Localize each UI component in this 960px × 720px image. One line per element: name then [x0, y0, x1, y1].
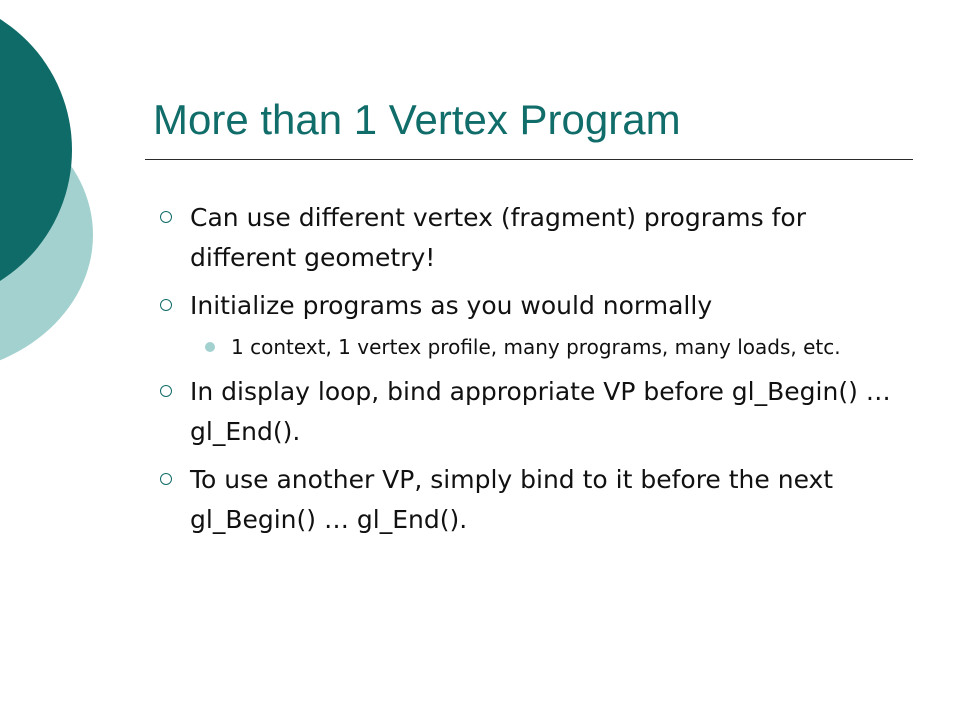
- title-divider: [145, 159, 913, 160]
- hollow-circle-bullet-icon: [160, 473, 172, 485]
- hollow-circle-bullet-icon: [160, 385, 172, 397]
- hollow-circle-bullet-icon: [160, 211, 172, 223]
- sub-bullet-text: 1 context, 1 vertex profile, many programs, many loads, etc.: [231, 335, 841, 359]
- bullet-item: [160, 286, 900, 326]
- bullet-item: [160, 198, 900, 278]
- bullet-text: Can use different vertex (fragment) programs for different geometry!: [190, 203, 806, 272]
- slide-title: More than 1 Vertex Program: [153, 96, 681, 143]
- filled-dot-bullet-icon: [205, 342, 215, 352]
- bullet-list: [160, 198, 900, 548]
- bullet-text: To use another VP, simply bind to it before the next gl_Begin() … gl_End().: [190, 465, 834, 534]
- bullet-item: [160, 372, 900, 452]
- bullet-text: Initialize programs as you would normally: [190, 291, 713, 320]
- bullet-item: [160, 460, 900, 540]
- hollow-circle-bullet-icon: [160, 299, 172, 311]
- bullet-text: In display loop, bind appropriate VP before gl_Begin() … gl_End().: [190, 377, 891, 446]
- decorative-circles: [0, 0, 110, 380]
- sub-bullet-item: [205, 332, 900, 362]
